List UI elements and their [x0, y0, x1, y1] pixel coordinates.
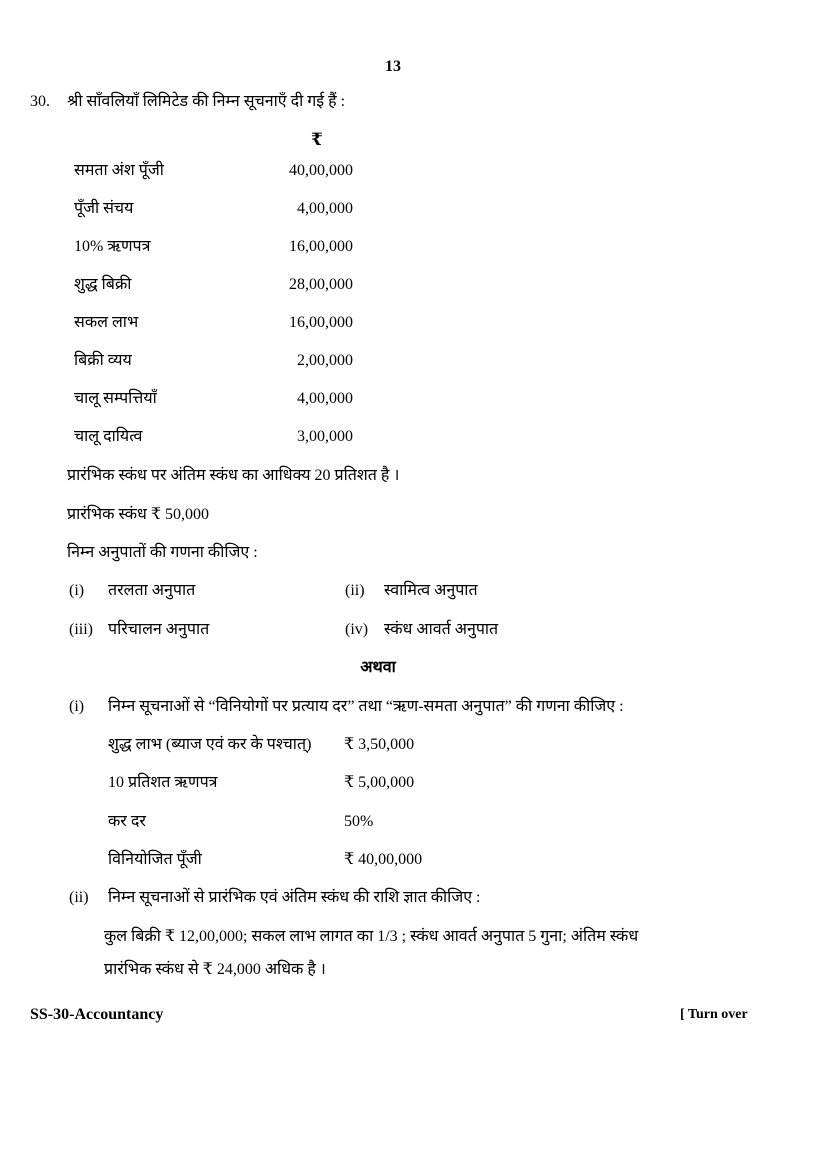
- part-i-value: 50%: [344, 813, 374, 830]
- part-i-label: कर दर: [108, 813, 146, 830]
- item-label: बिक्री व्यय: [74, 352, 132, 369]
- currency-header: ₹: [311, 130, 323, 149]
- ratio-number: (iv): [345, 621, 369, 638]
- ratio-text: परिचालन अनुपात: [108, 621, 210, 638]
- ratio-text: स्कंध आवर्त अनुपात: [384, 621, 499, 638]
- item-value: 16,00,000: [289, 238, 353, 255]
- part-i-text: निम्न सूचनाओं से “विनियोगों पर प्रत्याय दर” तथा “ऋण-समता अनुपात” की गणना कीजिए :: [108, 698, 624, 715]
- ratio-number: (iii): [69, 621, 93, 638]
- part-i-number: (i): [69, 698, 85, 715]
- item-value: 16,00,000: [289, 314, 353, 331]
- question-intro: श्री साँवलियाँ लिमिटेड की निम्न सूचनाएँ दी गई हैं :: [67, 93, 346, 110]
- item-value: 40,00,000: [289, 162, 353, 179]
- part-ii-text: निम्न सूचनाओं से प्रारंभिक एवं अंतिम स्कंध की राशि ज्ञात कीजिए :: [108, 889, 481, 906]
- item-value: 3,00,000: [297, 428, 353, 445]
- note-stock-excess: प्रारंभिक स्कंध पर अंतिम स्कंध का आधिक्य 20 प्रतिशत है ।: [67, 467, 400, 484]
- item-label: सकल लाभ: [74, 314, 139, 331]
- part-ii-number: (ii): [69, 889, 89, 906]
- question-number: 30.: [30, 93, 50, 110]
- part-i-value: ₹ 5,00,000: [344, 774, 415, 791]
- or-divider: अथवा: [360, 659, 396, 676]
- item-value: 4,00,000: [297, 390, 353, 407]
- note-opening-stock: प्रारंभिक स्कंध ₹ 50,000: [67, 506, 210, 523]
- item-label: पूँजी संचय: [74, 200, 134, 217]
- item-label: समता अंश पूँजी: [74, 162, 164, 179]
- part-i-label: शुद्ध लाभ (ब्याज एवं कर के पश्चात्): [108, 736, 312, 753]
- item-label: चालू सम्पत्तियाँ: [74, 390, 157, 407]
- ratio-number: (i): [69, 582, 85, 599]
- item-label: चालू दायित्व: [74, 428, 143, 445]
- part-i-label: विनियोजित पूँजी: [108, 851, 202, 868]
- part-i-label: 10 प्रतिशत ऋणपत्र: [108, 774, 218, 791]
- ratio-number: (ii): [345, 582, 365, 599]
- instruction: निम्न अनुपातों की गणना कीजिए :: [67, 544, 258, 561]
- item-value: 4,00,000: [297, 200, 353, 217]
- item-value: 28,00,000: [289, 276, 353, 293]
- part-i-value: ₹ 3,50,000: [344, 736, 415, 753]
- ratio-text: स्वामित्व अनुपात: [384, 582, 478, 599]
- ratio-text: तरलता अनुपात: [108, 582, 196, 599]
- turn-over: [ Turn over: [680, 1007, 748, 1022]
- part-ii-line1: कुल बिक्री ₹ 12,00,000; सकल लाभ लागत का 1/3 ; स्कंध आवर्त अनुपात 5 गुना; अंतिम स्कंध: [104, 928, 639, 945]
- part-i-value: ₹ 40,00,000: [344, 851, 423, 868]
- item-value: 2,00,000: [297, 352, 353, 369]
- item-label: शुद्ध बिक्री: [74, 276, 132, 293]
- part-ii-line2: प्रारंभिक स्कंध से ₹ 24,000 अधिक है ।: [104, 961, 326, 978]
- page-number: 13: [385, 58, 401, 75]
- footer-code: SS-30-Accountancy: [30, 1006, 164, 1023]
- item-label: 10% ऋणपत्र: [74, 238, 151, 255]
